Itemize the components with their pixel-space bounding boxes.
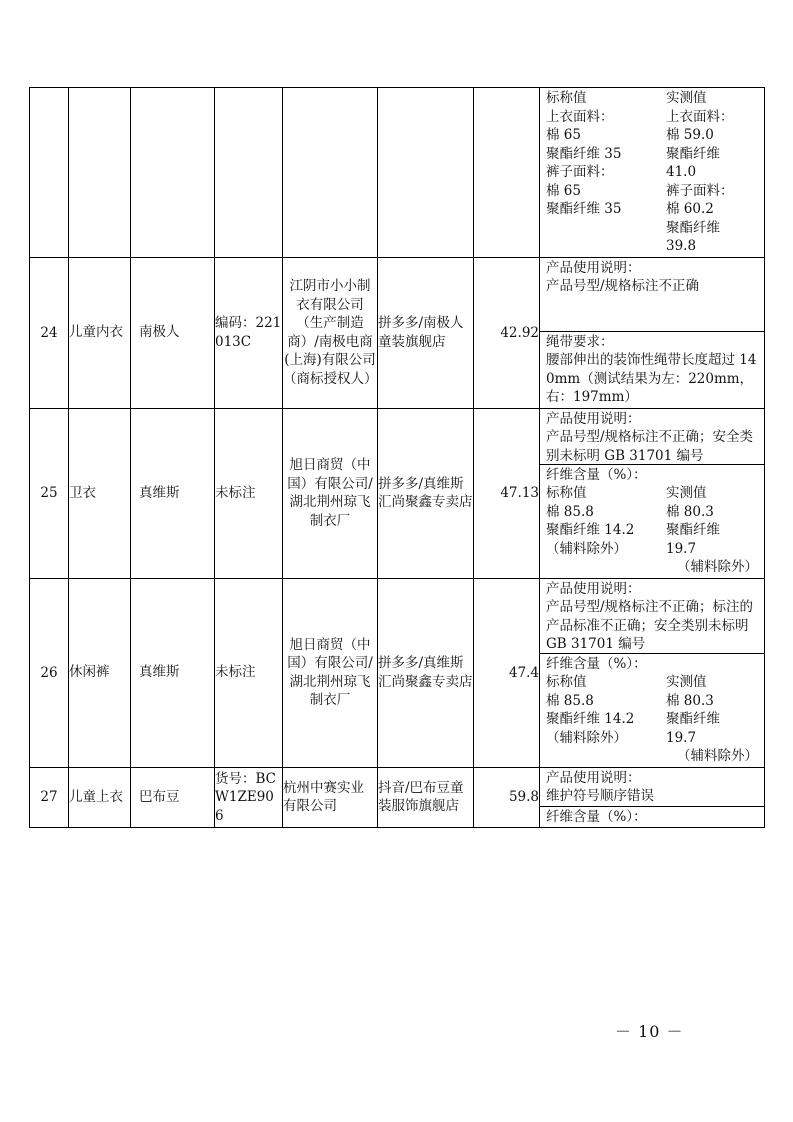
table-row	[30, 88, 765, 258]
cell-shop: 拼多多/真维斯汇尚聚鑫专卖店	[378, 578, 474, 767]
measured-line: （辅料除外）	[677, 559, 758, 575]
cell-name	[69, 88, 131, 258]
finding-title: 纤维含量（%）：	[546, 808, 647, 825]
measured-line: 聚酯纤维	[666, 711, 720, 727]
nominal-line: 棉 85.8	[546, 503, 594, 520]
cell-producer: 旭日商贸（中国）有限公司/湖北荆州琼飞制衣厂	[283, 408, 378, 578]
measured-line: 裤子面料：	[666, 182, 734, 199]
cell-shop: 抖音/巴布豆童装服饰旗舰店	[378, 767, 474, 828]
cell-brand: 真维斯	[131, 578, 215, 767]
nominal-line	[546, 747, 666, 766]
measured-line: 聚酯纤维	[666, 219, 720, 236]
nominal-header: 标称值	[546, 90, 587, 106]
cell-model: 货号：BCW1ZE906	[215, 767, 283, 828]
cell-name: 休闲裤	[69, 578, 131, 767]
cell-no	[30, 88, 69, 258]
cell-model	[215, 88, 283, 258]
finding-block	[540, 806, 764, 828]
cell-producer: 江阴市小小制衣有限公司（生产制造商）/南极电商(上海)有限公司（商标授权人）	[283, 257, 378, 408]
results-table	[29, 87, 765, 828]
cell-producer: 杭州中赛实业有限公司	[283, 767, 378, 828]
nominal-line: 聚酯纤维 14.2	[546, 711, 635, 727]
cell-model: 未标注	[215, 578, 283, 767]
nominal-header: 标称值	[546, 485, 587, 501]
cell-findings	[540, 767, 765, 828]
finding-title: 纤维含量（%）：	[546, 466, 647, 483]
cell-price	[474, 88, 540, 258]
finding-block	[540, 88, 764, 257]
cell-brand	[131, 88, 215, 258]
nominal-line: 聚酯纤维 35	[546, 201, 622, 217]
measured-line: 19.7	[666, 729, 697, 746]
nominal-line: （辅料除外）	[546, 729, 627, 746]
cell-no: 25	[30, 408, 69, 578]
cell-shop: 拼多多/南极人童装旗舰店	[378, 257, 474, 408]
cell-no: 24	[30, 257, 69, 408]
cell-price: 47.4	[474, 578, 540, 767]
finding-text: 产品号型/规格标注不正确；安全类别未标明 GB 31701 编号	[546, 429, 754, 464]
cell-model: 未标注	[215, 408, 283, 578]
nominal-line: 上衣面料：	[546, 108, 614, 125]
finding-text: 腰部伸出的装饰性绳带长度超过 140mm（测试结果为左：220mm，右：197mm）	[546, 352, 757, 405]
finding-title: 产品使用说明：	[546, 580, 641, 597]
finding-title: 绳带要求：	[546, 333, 614, 350]
cell-findings	[540, 578, 765, 767]
nominal-line	[546, 558, 666, 577]
finding-block	[540, 464, 764, 578]
nominal-line	[546, 219, 666, 238]
nominal-header: 标称值	[546, 674, 587, 690]
measured-line: 聚酯纤维	[666, 522, 720, 538]
cell-producer	[283, 88, 378, 258]
cell-findings	[540, 257, 765, 408]
cell-producer: 旭日商贸（中国）有限公司/湖北荆州琼飞制衣厂	[283, 578, 378, 767]
finding-text: 产品号型/规格标注不正确	[546, 278, 700, 294]
finding-block	[540, 258, 764, 331]
table-row	[30, 257, 765, 408]
finding-title: 产品使用说明：	[546, 769, 641, 786]
measured-line: 棉 80.3	[666, 503, 714, 520]
cell-findings	[540, 88, 765, 258]
nominal-line: 棉 85.8	[546, 692, 594, 709]
measured-line: 39.8	[666, 238, 697, 254]
measured-line: 41.0	[666, 164, 697, 180]
nominal-line: 棉 65	[546, 127, 581, 143]
finding-title: 纤维含量（%）：	[546, 655, 647, 672]
page-number: － 10 －	[615, 1022, 684, 1041]
measured-line: 上衣面料：	[666, 108, 734, 125]
nominal-line: 聚酯纤维 35	[546, 145, 622, 162]
measured-line: （辅料除外）	[677, 748, 758, 764]
cell-shop	[378, 88, 474, 258]
nominal-line: 裤子面料：	[546, 164, 614, 180]
measured-header: 实测值	[666, 674, 707, 690]
cell-shop: 拼多多/真维斯汇尚聚鑫专卖店	[378, 408, 474, 578]
cell-model: 编码：221013C	[215, 257, 283, 408]
cell-brand: 真维斯	[131, 408, 215, 578]
finding-text: 维护符号顺序错误	[546, 788, 654, 804]
finding-block	[540, 653, 764, 767]
finding-block	[540, 768, 764, 806]
cell-no: 26	[30, 578, 69, 767]
measured-line: 19.7	[666, 540, 697, 557]
finding-title: 产品使用说明：	[546, 410, 641, 427]
nominal-line: 棉 65	[546, 182, 581, 199]
nominal-line	[546, 237, 666, 256]
finding-text: 产品号型/规格标注不正确；标注的产品标准不正确；安全类别未标明 GB 31701 编号	[546, 599, 754, 652]
measured-header: 实测值	[666, 485, 707, 501]
finding-title: 产品使用说明：	[546, 259, 641, 276]
measured-line: 聚酯纤维	[666, 145, 720, 162]
finding-block	[540, 331, 764, 408]
cell-price: 47.13	[474, 408, 540, 578]
measured-line: 棉 60.2	[666, 201, 714, 217]
cell-brand: 南极人	[131, 257, 215, 408]
finding-block	[540, 409, 764, 464]
nominal-line: （辅料除外）	[546, 540, 627, 557]
table-row	[30, 767, 765, 828]
finding-block	[540, 579, 764, 653]
cell-price: 59.8	[474, 767, 540, 828]
cell-name: 儿童上衣	[69, 767, 131, 828]
cell-name: 卫衣	[69, 408, 131, 578]
cell-findings	[540, 408, 765, 578]
table-row	[30, 578, 765, 767]
cell-price: 42.92	[474, 257, 540, 408]
measured-line: 棉 59.0	[666, 127, 714, 143]
cell-name: 儿童内衣	[69, 257, 131, 408]
measured-header: 实测值	[666, 90, 707, 106]
cell-brand: 巴布豆	[131, 767, 215, 828]
cell-no: 27	[30, 767, 69, 828]
nominal-line: 聚酯纤维 14.2	[546, 522, 635, 538]
table-row	[30, 408, 765, 578]
measured-line: 棉 80.3	[666, 692, 714, 709]
